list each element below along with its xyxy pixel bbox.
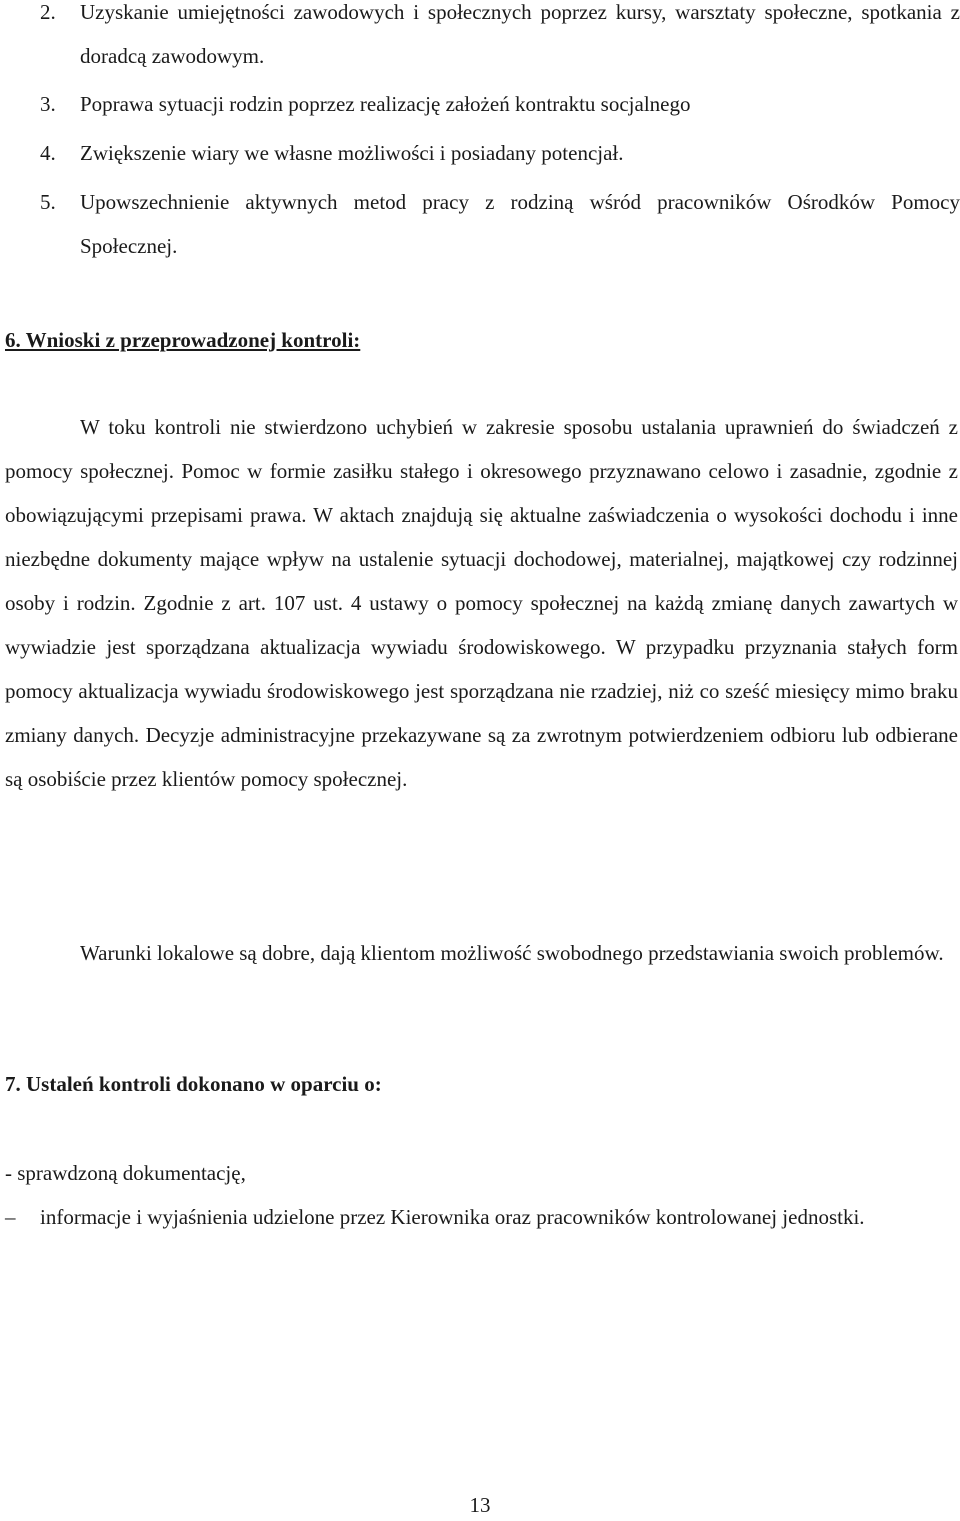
section-6-paragraph-2: Warunki lokalowe są dobre, dają klientom możliwość swobodnego przedstawiania swoich problemów.: [80, 941, 944, 965]
list-item-text: Poprawa sytuacji rodzin poprzez realizację założeń kontraktu socjalnego: [80, 92, 691, 116]
list-item-text: Zwiększenie wiary we własne możliwości i posiadany potencjał.: [80, 141, 624, 165]
list-item-number: 2.: [40, 0, 56, 24]
section-6-paragraph-1: W toku kontroli nie stwierdzono uchybień w zakresie sposobu ustalania uprawnień do świadczeń z pomocy społecznej. Pomoc w formie zasiłku stałego i okresowego przyznawano celowo i zasadnie, zgodnie z obowiązującymi przepisami prawa. W aktach znajdują się aktualne zaświadczenia o wysokości dochodu i inne niezbędne dokumenty mające wpływ na ustalenie sytuacji dochodowej, materialnej, majątkowej czy rodzinnej osoby i rodzin. Zgodnie z art. 107 ust. 4 ustawy o pomocy społecznej na każdą zmianę danych zawartych w wywiadzie jest sporządzana aktualizacja wywiadu środowiskowego. W przypadku przyznania stałych form pomocy aktualizacja wywiadu środowiskowego jest sporządzana nie rzadziej, niż co sześć miesięcy mimo braku zmiany danych. Decyzje administracyjne przekazywane są za zwrotnym potwierdzeniem odbioru lub odbierane są osobiście przez klientów pomocy społecznej.: [5, 415, 958, 791]
section-6-heading: 6. Wnioski z przeprowadzonej kontroli:: [5, 328, 361, 352]
list-item-number: 4.: [40, 141, 56, 165]
list-item-text: Upowszechnienie aktywnych metod pracy z rodziną wśród pracowników Ośrodków Pomocy Społecznej.: [80, 190, 960, 258]
basis-item-documentation: - sprawdzoną dokumentację,: [5, 1161, 246, 1185]
list-item-number: 3.: [40, 92, 56, 116]
list-item-number: 5.: [40, 190, 56, 214]
basis-item-text: informacje i wyjaśnienia udzielone przez Kierownika oraz pracowników kontrolowanej jednostki.: [40, 1205, 865, 1229]
section-7-heading: 7. Ustaleń kontroli dokonano w oparciu o:: [5, 1072, 382, 1096]
dash-bullet: –: [5, 1205, 16, 1229]
list-item-text: Uzyskanie umiejętności zawodowych i społecznych poprzez kursy, warsztaty społeczne, spotkania z doradcą zawodowym.: [80, 0, 960, 68]
page-number: 13: [469, 1493, 491, 1517]
